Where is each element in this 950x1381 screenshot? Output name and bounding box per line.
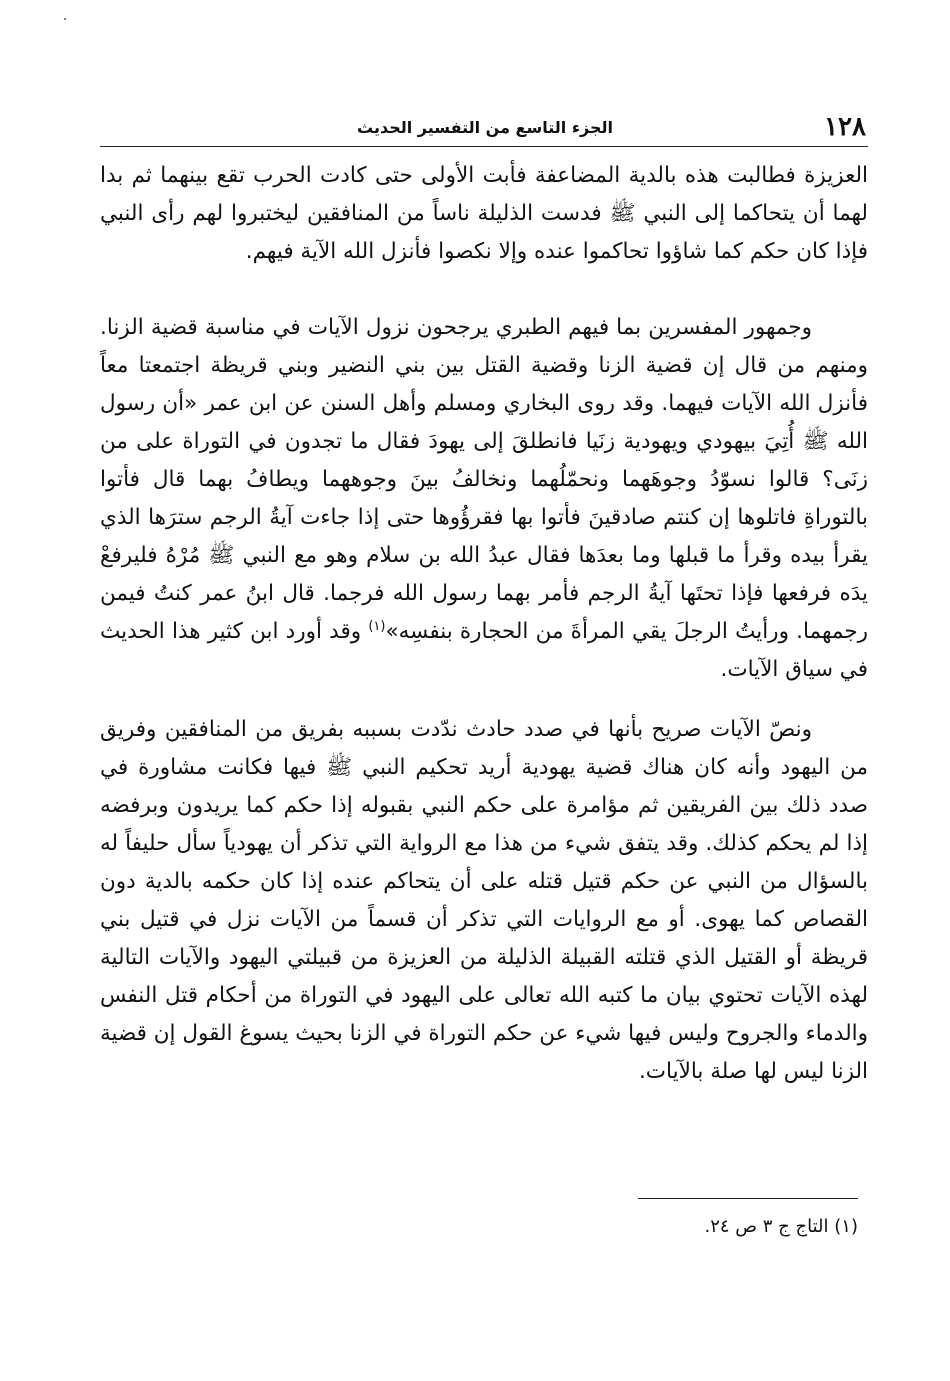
paragraph-2-text: وجمهور المفسرين بما فيهم الطبري يرجحون نزول الآيات في مناسبة قضية الزنا. ومنهم من قال إن قضية الزنا وقضية القتل بين بني النضير وبني قريظة اجتمعتا معاً فأنزل الله الآيات فيهما. وقد روى البخاري ومسلم وأهل السنن عن ابن عمر «أن رسول الله ﷺ أُتِيَ بيهودي ويهودية زنَيا فانطلقَ إلى يهودَ فقال ما تجدون في التوراة على من زنَى؟ قالوا نسوّدُ وجوهَهما ونحمّلُهما ونخالفُ بينَ وجوههما ويطافُ بهما قال فأتوا بالتوراةِ فاتلوها إن كنتم صادقينَ فأتوا بها فقرؤُوها حتى إذا جاءت آيةُ الرجم سترَها الذي يقرأ بيده وقرأ ما قبلها وما بعدَها فقال عبدُ الله بن سلام وهو مع النبي ﷺ مُرْهُ فليرفعْ يدَه فرفعها فإذا تحتَها آيةُ الرجم فأمر بهما رسول الله فرجما. قال ابنُ عمر كنتُ فيمن رجمهما. ورأيتُ الرجلَ يقي المرأةَ من الحجارة بنفسِه»: [100, 315, 868, 644]
paragraph-3: ونصّ الآيات صريح بأنها في صدد حادث ندّدت بسببه بفريق من المنافقين وفريق من اليهود وأنه كان هناك قضية يهودية أريد تحكيم النبي ﷺ فيها فكانت مشاورة في صدد ذلك بين الفريقين ثم مؤامرة على حكم النبي بقبوله إذا حكم كما يريدون وبرفضه إذا لم يحكم كذلك. وقد يتفق شيء من هذا مع الرواية التي تذكر أن يهودياً سأل حليفاً له بالسؤال من النبي عن حكم قتيل قتله على أن يتحاكم عنده إذا كان حكمه بالدية دون القصاص كما يهوى. أو مع الروايات التي تذكر أن قسماً من الآيات نزل في قتيل بني قريظة أو القتيل الذي قتلته القبيلة الذليلة من العزيزة من قبيلتي اليهود والآيات التالية لهذه الآيات تحتوي بيان ما كتبه الله تعالى على اليهود في التوراة من أحكام قتل النفس والدماء والجروح وليس فيها شيء عن حكم التوراة في الزنا بحيث يسوغ القول إن قضية الزنا ليس لها صلة بالآيات.: [100, 717, 868, 1084]
running-title: الجزء التاسع من التفسير الحديث: [357, 118, 613, 137]
paragraph-2-text-after: وقد أورد ابن كثير هذا الحديث في سياق الآيات.: [100, 619, 868, 682]
footnote-number: (١): [834, 1216, 858, 1237]
scan-speck: [64, 18, 66, 20]
body-text: [100, 157, 868, 1091]
page-number: ١٢٨: [824, 112, 866, 142]
paragraph-1: العزيزة فطالبت هذه بالدية المضاعفة فأبت الأولى حتى كادت الحرب تقع بينهما ثم بدا لهما أن يتحاكما إلى النبي ﷺ فدست الذليلة ناساً من المنافقين ليختبروا لهم رأى النبي فإذا كان حكم كما شاؤوا تحاكموا عنده وإلا نكصوا فأنزل الله الآية فيهم.: [100, 163, 868, 264]
footnote-text: التاج ج ٣ ص ٢٤.: [704, 1216, 829, 1237]
footnote-rule: [638, 1198, 858, 1199]
footnote: [358, 1212, 858, 1242]
footnote-marker[interactable]: (١): [368, 618, 386, 634]
paragraph-2: [100, 309, 868, 689]
page-header: [104, 112, 866, 146]
header-rule: [100, 146, 868, 147]
